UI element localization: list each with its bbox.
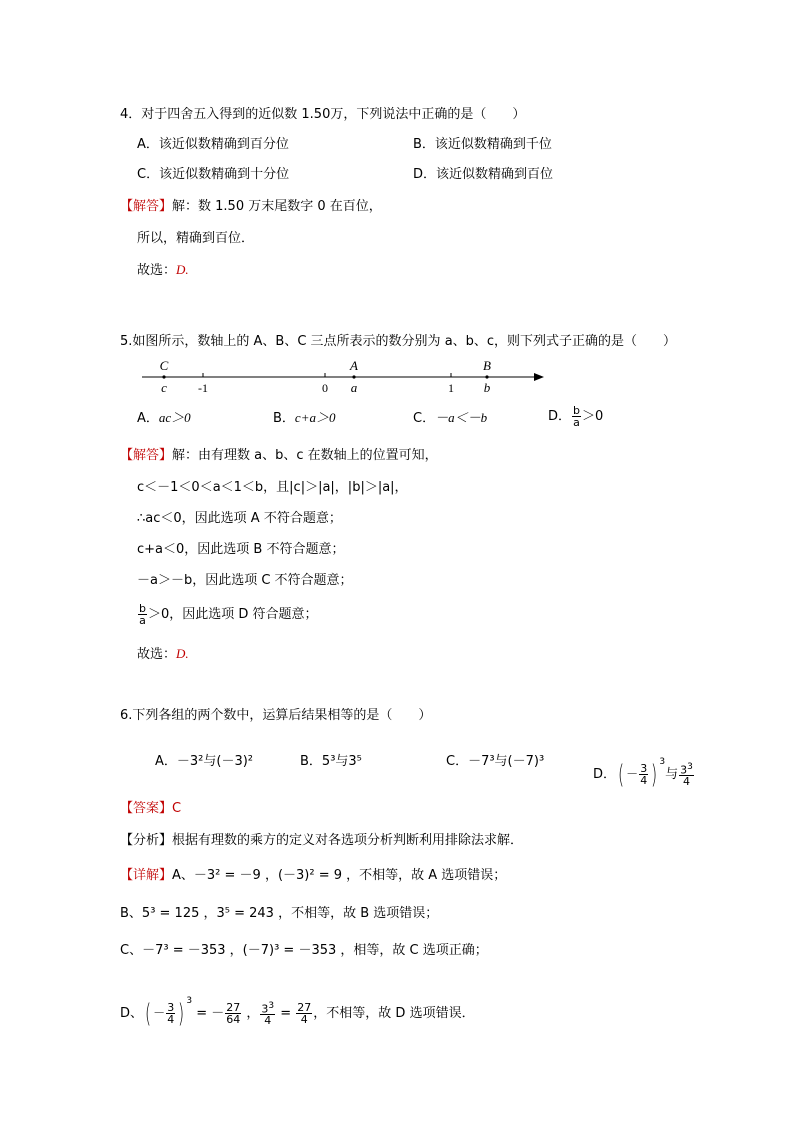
- q5-option-a-expr: ac＞0: [158, 410, 191, 425]
- q5-choose-label: 故选：: [137, 647, 177, 662]
- q5-solution-text: 解：由有理数 a、b、c 在数轴上的位置可知，: [172, 448, 438, 463]
- q4-solution-line1: [120, 198, 382, 216]
- label-c: c: [161, 380, 167, 395]
- q4-option-d: D．该近似数精确到百位: [413, 167, 554, 182]
- q6-detail-tag: 【详解】: [120, 868, 173, 883]
- q6-answer: 【答案】C: [120, 801, 182, 816]
- q6-stem: 6.下列各组的两个数中，运算后结果相等的是（ ）: [120, 708, 432, 723]
- q4-choose: [137, 261, 189, 280]
- q4-answer-tag: 【解答】: [120, 199, 173, 214]
- q5-choose: [137, 645, 189, 664]
- q4-option-a: A．该近似数精确到百分位: [137, 137, 289, 152]
- q5-option-d-den: a: [573, 416, 580, 429]
- q5-solution-fraction-num: b: [139, 602, 146, 615]
- q6-option-d-label: D．: [593, 767, 617, 782]
- q6-option-c: C．－7³与(－7)³: [446, 754, 545, 769]
- q5-option-a: [137, 409, 191, 428]
- q6-option-d-mid: 与: [665, 767, 679, 782]
- q5-stem: 5.如图所示，数轴上的 A、B、C 三点所表示的数分别为 a、b、c，则下列式子正确的是（ ）: [120, 334, 677, 349]
- q6-option-d-lparen: (: [618, 759, 625, 790]
- q5-option-b-letter: B．: [273, 411, 295, 426]
- q4-choose-label: 故选：: [137, 263, 177, 278]
- label-b: b: [483, 380, 491, 395]
- q5-option-d: [548, 403, 603, 431]
- point-c: [162, 375, 165, 378]
- q5-solution-fraction: [138, 603, 147, 626]
- q6-option-a: A．－3²与(－3)²: [155, 754, 254, 769]
- q4-choose-value: D.: [176, 262, 189, 277]
- q5-option-b: [273, 409, 335, 428]
- label-A: A: [350, 358, 358, 373]
- q6-detail-b: B、5³ = 125 ，3⁵ = 243 ，不相等，故 B 选项错误；: [120, 906, 439, 921]
- q6-option-d-frac2: $\frac{3^3}{4}$: [680, 761, 693, 789]
- q5-answer-tag: 【解答】: [120, 448, 173, 463]
- q5-choose-value: D.: [176, 646, 189, 661]
- q5-solution-line4: c+a＜0，因此选项 B 不符合题意；: [137, 542, 345, 557]
- point-b: [485, 375, 488, 378]
- q5-solution-line1: [120, 447, 438, 465]
- q6-detail-d-line: D、( － $\frac{3}{4}$ ) $^3$ = － $\frac{27}{64}$ ， $\frac{3^3}{4}$ = $\frac{27}{4}$ ，不相等，故 D 选项错误．: [120, 996, 475, 1029]
- number-line: [140, 356, 550, 398]
- q5-option-d-num: b: [573, 404, 580, 417]
- q6-detail-a-line: [120, 867, 506, 885]
- label-a: a: [350, 380, 358, 395]
- q4-solution-line2: 所以，精确到百位．: [137, 231, 255, 246]
- label-one: 1: [448, 381, 454, 395]
- label-C: C: [159, 358, 169, 373]
- q5-option-d-letter: D．: [548, 409, 572, 424]
- q5-option-c: [413, 409, 487, 428]
- label-zero: 0: [322, 381, 328, 395]
- q6-option-d: D．( － $\frac{3}{4}$ ) $^3$与 $\frac{3^3}{4}$: [593, 757, 693, 790]
- q5-option-d-tail: ＞0: [582, 409, 604, 424]
- q6-analysis: 【分析】根据有理数的乘方的定义对各选项分析判断利用排除法求解．: [120, 833, 524, 848]
- q6-detail-d-prefix: D、: [120, 1006, 144, 1021]
- q6-option-d-frac1: $\frac{3}{4}$: [640, 762, 648, 787]
- q5-solution-line6-text: ＞0，因此选项 D 符合题意；: [147, 607, 318, 622]
- q6-option-b: B．5³与3⁵: [300, 754, 362, 769]
- q4-answer-text: 解：数 1.50 万末尾数字 0 在百位，: [172, 199, 382, 214]
- q4-option-c: C．该近似数精确到十分位: [137, 167, 290, 182]
- q5-solution-fraction-den: a: [139, 614, 146, 627]
- q6-detail-d-tail: ，不相等，故 D 选项错误．: [313, 1006, 475, 1021]
- q5-option-a-letter: A．: [137, 411, 159, 426]
- q5-option-d-fraction: [572, 405, 581, 428]
- q6-option-d-rparen: ): [651, 759, 658, 790]
- point-a: [352, 375, 355, 378]
- q5-option-b-expr: c+a＞0: [294, 410, 336, 425]
- q5-solution-line6: [137, 600, 318, 630]
- q4-stem: 4．对于四舍五入得到的近似数 1.50万，下列说法中正确的是（ ）: [120, 107, 526, 122]
- q5-option-c-expr: －a＜－b: [435, 410, 488, 425]
- q5-option-c-letter: C．: [413, 411, 436, 426]
- q6-detail-c: C、－7³ = －353 ，(－7)³ = －353 ，相等，故 C 选项正确；: [120, 943, 488, 958]
- q5-solution-line2: c＜－1＜0＜a＜1＜b，且|c|＞|a|，|b|＞|a|，: [137, 480, 408, 495]
- q4-option-b: B．该近似数精确到千位: [413, 137, 552, 152]
- q5-solution-line5: －a＞－b，因此选项 C 不符合题意；: [137, 573, 353, 588]
- q5-solution-line3: ∴ac＜0，因此选项 A 不符合题意；: [137, 511, 342, 526]
- label-minus-one: -1: [198, 381, 208, 395]
- number-line-arrow: [534, 373, 544, 381]
- label-B: B: [483, 358, 491, 373]
- q6-detail-a: A、－3² = －9 ，(－3)² = 9 ，不相等，故 A 选项错误；: [172, 868, 507, 883]
